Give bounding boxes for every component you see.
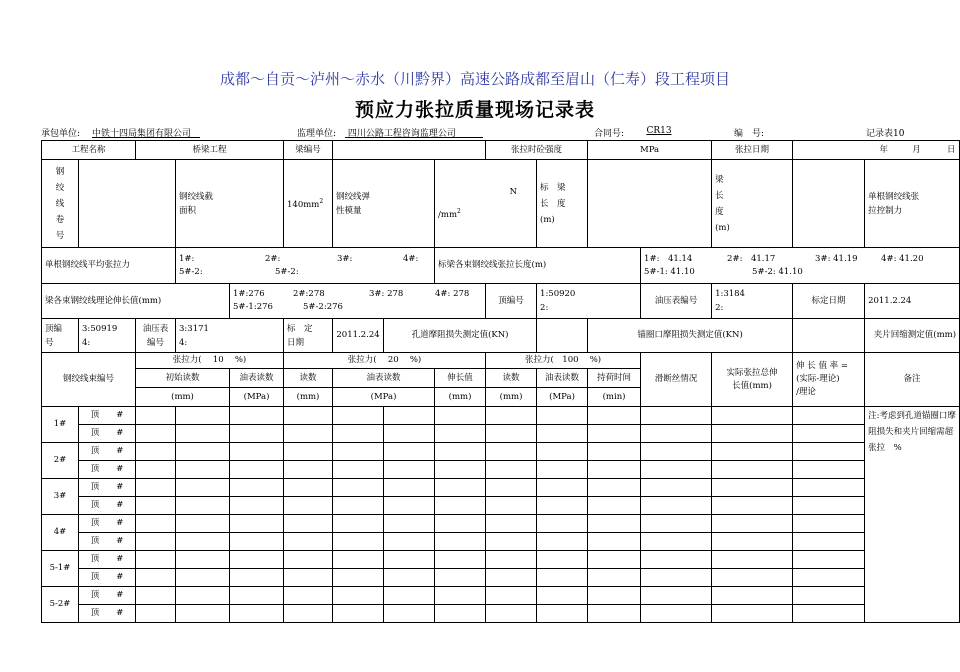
data-cell[interactable] [486, 461, 537, 479]
strand-group-label: 5-2# [42, 587, 79, 623]
data-cell[interactable] [537, 551, 588, 569]
data-cell[interactable] [712, 497, 793, 515]
data-cell[interactable] [136, 605, 176, 623]
data-cell[interactable] [284, 497, 333, 515]
data-cell[interactable] [384, 551, 435, 569]
remarks-note: 注:考虑到孔道锚圈口摩阻损失和夹片回缩需超张拉 % [865, 407, 960, 623]
std-length-label: 标 梁 长 度 (m) [537, 160, 588, 248]
unit-mpa-header: (MPa) [537, 388, 588, 407]
supervisor-value: 四川公路工程咨询监理公司 [347, 129, 456, 139]
clip-retraction-label: 夹片回缩测定值(mm) [865, 319, 960, 353]
strand-group-label: 2# [42, 443, 79, 479]
jack-no-values: 1:50920 2: [537, 284, 641, 319]
coil-no-value [79, 160, 176, 248]
elongation-20-header: 伸长值 [435, 369, 486, 388]
data-cell[interactable] [712, 443, 793, 461]
jack-sub-label: 顶 # [79, 407, 136, 425]
project-name-value: 桥梁工程 [136, 141, 284, 160]
strand-group-label: 4# [42, 515, 79, 551]
data-cell[interactable] [712, 533, 793, 551]
data-cell[interactable] [136, 551, 176, 569]
hold-time-header: 持荷时间 [588, 369, 641, 388]
data-cell[interactable] [333, 551, 384, 569]
table-row [42, 515, 960, 533]
strand-group-label: 1# [42, 407, 79, 443]
data-cell[interactable] [641, 551, 712, 569]
unit-mpa-header: (MPa) [333, 388, 435, 407]
remarks-header: 备注 [865, 353, 960, 407]
table-row [42, 497, 960, 515]
data-cell[interactable] [793, 461, 865, 479]
data-cell[interactable] [384, 479, 435, 497]
data-cell[interactable] [333, 461, 384, 479]
theory-elongation-values: 1#:276 2#:278 3#: 278 4#: 278 5#-1:276 5#-2:276 [230, 284, 486, 319]
data-cell[interactable] [384, 497, 435, 515]
theory-elongation-label: 梁各束钢绞线理论伸长值(mm) [42, 284, 230, 319]
data-cell[interactable] [588, 533, 641, 551]
data-cell[interactable] [176, 497, 230, 515]
elongation-rate-header: 伸 长 值 率 = (实际-理论) /理论 [793, 353, 865, 407]
data-cell[interactable] [641, 407, 712, 425]
data-cell[interactable] [537, 407, 588, 425]
avg-force-values: 1#: 2#: 3#: 4#: 5#-2: 5#-2: [176, 248, 435, 284]
data-cell[interactable] [537, 515, 588, 533]
gauge-no-label: 油压表编号 [641, 284, 712, 319]
data-cell[interactable] [588, 497, 641, 515]
force-10-header: 张拉力( 10 %) [136, 353, 284, 369]
data-cell[interactable] [435, 515, 486, 533]
data-cell[interactable] [136, 407, 176, 425]
record-label: 记录表10 [866, 129, 905, 139]
data-cell[interactable] [384, 569, 435, 587]
data-cell[interactable] [435, 605, 486, 623]
control-force-label: 单根钢绞线张 拉控制力 [865, 160, 960, 248]
data-cell[interactable] [537, 587, 588, 605]
data-cell[interactable] [230, 497, 284, 515]
jack-sub-label: 顶 # [79, 551, 136, 569]
record-table [41, 140, 960, 623]
data-cell[interactable] [333, 497, 384, 515]
data-cell[interactable] [176, 587, 230, 605]
data-cell[interactable] [793, 425, 865, 443]
data-cell[interactable] [641, 479, 712, 497]
data-cell[interactable] [712, 515, 793, 533]
data-cell[interactable] [537, 443, 588, 461]
std-length-value [588, 160, 712, 248]
jack-sub-label: 顶 # [79, 533, 136, 551]
data-cell[interactable] [284, 461, 333, 479]
data-cell[interactable] [641, 461, 712, 479]
data-cell[interactable] [486, 443, 537, 461]
data-cell[interactable] [284, 479, 333, 497]
data-cell[interactable] [641, 443, 712, 461]
data-cell[interactable] [230, 443, 284, 461]
data-cell[interactable] [176, 515, 230, 533]
unit-mm-header: (mm) [486, 388, 537, 407]
data-cell[interactable] [384, 605, 435, 623]
data-cell[interactable] [136, 587, 176, 605]
data-cell[interactable] [486, 479, 537, 497]
data-cell[interactable] [384, 443, 435, 461]
std-len-tension-values: 1#: 41.14 2#: 41.17 3#: 41.19 4#: 41.20 5#-1: 41.10 5#-2: 41.10 [641, 248, 960, 284]
anchor-friction-label: 锚圈口摩阻损失测定值(KN) [588, 319, 793, 353]
table-row [42, 605, 960, 623]
data-cell[interactable] [384, 407, 435, 425]
data-cell[interactable] [641, 497, 712, 515]
data-cell[interactable] [384, 587, 435, 605]
gauge-reading-10-header: 油表读数 [230, 369, 284, 388]
gauge-values: 3:3171 4: [176, 319, 284, 353]
data-cell[interactable] [230, 461, 284, 479]
data-cell[interactable] [486, 587, 537, 605]
concrete-strength-unit: MPa [588, 141, 712, 160]
unit-mpa-header: (MPa) [230, 388, 284, 407]
jack-label: 顶编 号 [42, 319, 79, 353]
data-cell[interactable] [333, 533, 384, 551]
data-cell[interactable] [176, 479, 230, 497]
jack-sub-label: 顶 # [79, 479, 136, 497]
table-row [42, 479, 960, 497]
actual-total-header: 实际张拉总伸 长值(mm) [712, 353, 793, 407]
slip-header: 滑断丝情况 [641, 353, 712, 407]
data-cell[interactable] [136, 533, 176, 551]
jack-sub-label: 顶 # [79, 605, 136, 623]
data-cell[interactable] [537, 479, 588, 497]
data-cell[interactable] [333, 407, 384, 425]
data-cell[interactable] [136, 425, 176, 443]
area-label: 钢绞线截 面积 [176, 160, 284, 248]
unit-mm-header: (mm) [435, 388, 486, 407]
form-title: 预应力张拉质量现场记录表 [354, 99, 595, 121]
data-cell[interactable] [793, 569, 865, 587]
data-cell[interactable] [384, 461, 435, 479]
data-cell[interactable] [641, 587, 712, 605]
data-cell[interactable] [486, 425, 537, 443]
data-cell[interactable] [435, 569, 486, 587]
gauge-no-values: 1:3184 2: [712, 284, 793, 319]
contractor-label: 承包单位: [41, 129, 81, 139]
std-len-tension-label: 标梁各束钢绞线张拉长度(m) [435, 248, 641, 284]
data-cell[interactable] [284, 443, 333, 461]
data-cell[interactable] [641, 425, 712, 443]
gauge-reading-20-header: 油表读数 [333, 369, 435, 388]
unit-min-header: (min) [588, 388, 641, 407]
data-cell[interactable] [588, 551, 641, 569]
data-cell[interactable] [435, 407, 486, 425]
data-cell[interactable] [537, 533, 588, 551]
data-cell[interactable] [712, 425, 793, 443]
cal-date-value: 2011.2.24 [865, 284, 960, 319]
gauge-reading-100-header: 油表读数 [537, 369, 588, 388]
table-row [42, 425, 960, 443]
data-cell[interactable] [588, 461, 641, 479]
data-cell[interactable] [333, 569, 384, 587]
data-cell[interactable] [793, 587, 865, 605]
data-cell[interactable] [384, 533, 435, 551]
data-cell[interactable] [435, 425, 486, 443]
data-cell[interactable] [793, 605, 865, 623]
data-cell[interactable] [641, 533, 712, 551]
data-cell[interactable] [136, 479, 176, 497]
table-row [42, 551, 960, 569]
data-cell[interactable] [641, 515, 712, 533]
jack-values: 3:50919 4: [79, 319, 136, 353]
table-row [42, 443, 960, 461]
data-cell[interactable] [176, 461, 230, 479]
jack-sub-label: 顶 # [79, 569, 136, 587]
data-cell[interactable] [435, 497, 486, 515]
data-rows [42, 407, 960, 623]
strand-no-header: 钢绞线束编号 [42, 353, 136, 407]
data-cell[interactable] [333, 515, 384, 533]
supervisor-label: 监理单位: [297, 129, 337, 139]
data-cell[interactable] [284, 587, 333, 605]
avg-force-label: 单根钢绞线平均张拉力 [42, 248, 176, 284]
data-cell[interactable] [712, 587, 793, 605]
data-cell[interactable] [793, 479, 865, 497]
data-cell[interactable] [284, 605, 333, 623]
data-cell[interactable] [641, 605, 712, 623]
contractor-value: 中铁十四局集团有限公司 [92, 129, 192, 139]
number-label: 编 号: [734, 129, 765, 139]
jack-sub-label: 顶 # [79, 497, 136, 515]
jack-sub-label: 顶 # [79, 587, 136, 605]
concrete-strength-label: 张拉时砼强度 [486, 141, 588, 160]
data-cell[interactable] [435, 551, 486, 569]
data-cell[interactable] [793, 407, 865, 425]
data-cell[interactable] [588, 407, 641, 425]
data-cell[interactable] [230, 587, 284, 605]
data-cell[interactable] [176, 425, 230, 443]
data-cell[interactable] [176, 533, 230, 551]
data-cell[interactable] [712, 551, 793, 569]
contract-value: CR13 [646, 126, 672, 136]
beam-no-label: 梁编号 [284, 141, 333, 160]
data-cell[interactable] [176, 551, 230, 569]
data-cell[interactable] [384, 515, 435, 533]
data-cell[interactable] [176, 443, 230, 461]
data-cell[interactable] [230, 533, 284, 551]
jack-sub-label: 顶 # [79, 443, 136, 461]
init-reading-header: 初始读数 [136, 369, 230, 388]
beam-length-label: 梁 长 度 (m) [712, 160, 793, 248]
data-cell[interactable] [284, 551, 333, 569]
data-cell[interactable] [230, 425, 284, 443]
calibration-value: 2011.2.24 [333, 319, 384, 353]
data-cell[interactable] [486, 407, 537, 425]
data-cell[interactable] [176, 605, 230, 623]
data-cell[interactable] [284, 569, 333, 587]
beam-no-value [333, 141, 486, 160]
data-cell[interactable] [712, 605, 793, 623]
data-cell[interactable] [230, 551, 284, 569]
anchor-friction-value [793, 319, 865, 353]
project-name-label: 工程名称 [42, 141, 136, 160]
project-title: 成都～自贡～泸州～赤水（川黔界）高速公路成都至眉山（仁寿）段工程项目 [219, 70, 730, 88]
unit-mm-header: (mm) [284, 388, 333, 407]
data-cell[interactable] [136, 515, 176, 533]
jack-sub-label: 顶 # [79, 461, 136, 479]
data-cell[interactable] [712, 461, 793, 479]
data-cell[interactable] [537, 497, 588, 515]
data-cell[interactable] [793, 533, 865, 551]
data-cell[interactable] [136, 569, 176, 587]
unit-mm-header: (mm) [136, 388, 230, 407]
table-row [42, 407, 960, 425]
data-cell[interactable] [588, 569, 641, 587]
duct-friction-label: 孔道摩阻损失测定值(KN) [384, 319, 537, 353]
data-cell[interactable] [284, 407, 333, 425]
reading-20-header: 读数 [284, 369, 333, 388]
data-cell[interactable] [333, 605, 384, 623]
jack-sub-label: 顶 # [79, 425, 136, 443]
data-cell[interactable] [588, 479, 641, 497]
data-cell[interactable] [333, 479, 384, 497]
data-cell[interactable] [537, 425, 588, 443]
force-20-header: 张拉力( 20 %) [284, 353, 486, 369]
data-cell[interactable] [435, 533, 486, 551]
duct-friction-value [537, 319, 588, 353]
data-cell[interactable] [333, 587, 384, 605]
data-cell[interactable] [537, 569, 588, 587]
data-cell[interactable] [486, 569, 537, 587]
modulus-label: 钢绞线弹 性模量 [333, 160, 435, 248]
data-cell[interactable] [588, 425, 641, 443]
data-cell[interactable] [588, 515, 641, 533]
data-cell[interactable] [537, 605, 588, 623]
data-cell[interactable] [793, 551, 865, 569]
data-cell[interactable] [176, 407, 230, 425]
table-row [42, 533, 960, 551]
data-cell[interactable] [435, 479, 486, 497]
data-cell[interactable] [435, 587, 486, 605]
data-cell[interactable] [486, 515, 537, 533]
strand-group-label: 5-1# [42, 551, 79, 587]
data-cell[interactable] [588, 605, 641, 623]
data-cell[interactable] [230, 479, 284, 497]
data-cell[interactable] [384, 425, 435, 443]
data-cell[interactable] [712, 569, 793, 587]
gauge-label: 油压表 编号 [136, 319, 176, 353]
data-cell[interactable] [793, 443, 865, 461]
data-cell[interactable] [284, 533, 333, 551]
data-cell[interactable] [284, 425, 333, 443]
data-cell[interactable] [793, 515, 865, 533]
data-cell[interactable] [793, 497, 865, 515]
data-cell[interactable] [136, 443, 176, 461]
coil-no-label: 钢 绞 线 卷 号 [42, 160, 79, 248]
strand-group-label: 3# [42, 479, 79, 515]
cal-date-label: 标定日期 [793, 284, 865, 319]
jack-sub-label: 顶 # [79, 515, 136, 533]
table-row [42, 569, 960, 587]
contract-label: 合同号: [594, 129, 625, 139]
data-cell[interactable] [176, 569, 230, 587]
data-cell[interactable] [588, 443, 641, 461]
force-100-header: 张拉力( 100 %) [486, 353, 641, 369]
data-cell[interactable] [333, 443, 384, 461]
calibration-label: 标 定 日期 [284, 319, 333, 353]
data-cell[interactable] [641, 569, 712, 587]
data-cell[interactable] [230, 407, 284, 425]
data-cell[interactable] [486, 533, 537, 551]
data-cell[interactable] [486, 605, 537, 623]
tension-date-label: 张拉日期 [712, 141, 793, 160]
data-cell[interactable] [230, 569, 284, 587]
data-cell[interactable] [712, 407, 793, 425]
table-row [42, 461, 960, 479]
data-cell[interactable] [284, 515, 333, 533]
table-row [42, 587, 960, 605]
data-cell[interactable] [230, 605, 284, 623]
data-cell[interactable] [136, 461, 176, 479]
tension-date-value: 年 月 日 [793, 141, 960, 160]
data-cell[interactable] [588, 587, 641, 605]
data-cell[interactable] [435, 443, 486, 461]
data-cell[interactable] [486, 497, 537, 515]
data-cell[interactable] [712, 479, 793, 497]
data-cell[interactable] [136, 497, 176, 515]
data-cell[interactable] [230, 515, 284, 533]
data-cell[interactable] [486, 551, 537, 569]
data-cell[interactable] [537, 461, 588, 479]
data-cell[interactable] [333, 425, 384, 443]
data-cell[interactable] [435, 461, 486, 479]
reading-100-header: 读数 [486, 369, 537, 388]
jack-no-label: 顶编号 [486, 284, 537, 319]
beam-length-value [793, 160, 865, 248]
modulus-unit: N $/mm^2$ [435, 160, 537, 248]
area-value: $140mm^2$ [284, 160, 333, 248]
